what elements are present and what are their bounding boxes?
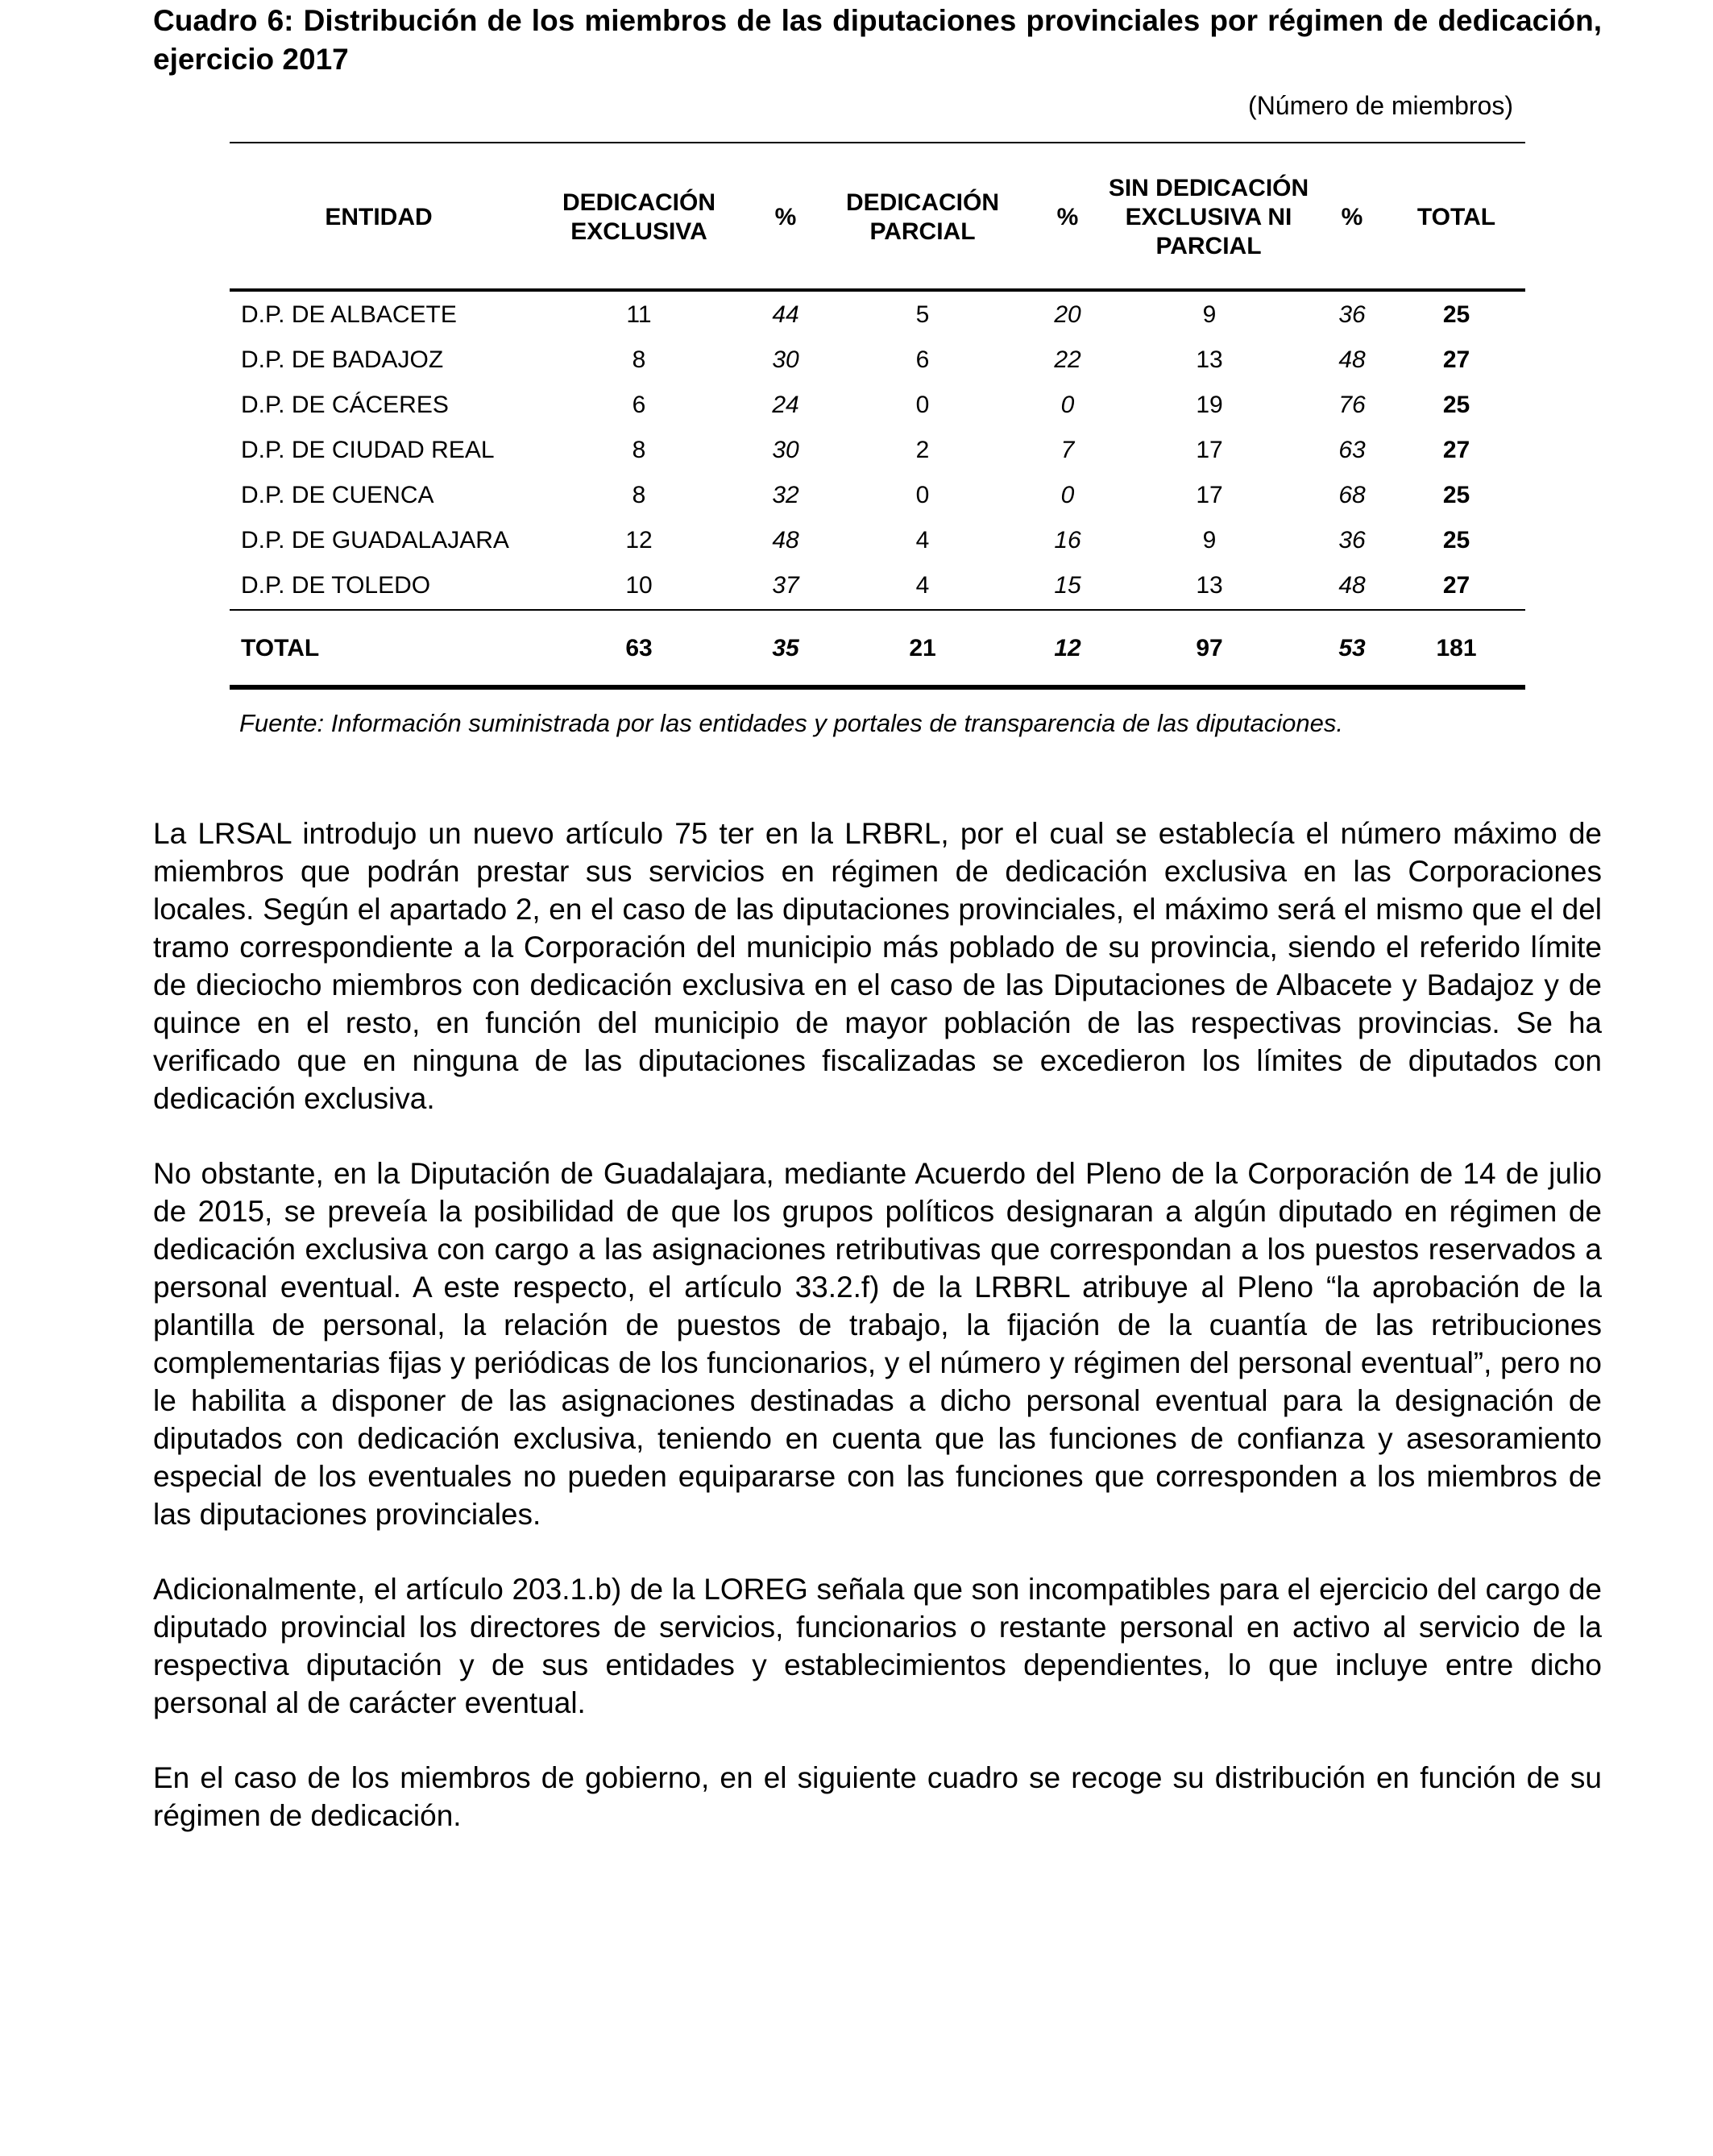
cell-exclusiva-pct: 48 — [772, 527, 799, 554]
cell-total: 25 — [1442, 392, 1470, 418]
cell-sin: 9 — [1202, 527, 1217, 554]
table-top-rule — [230, 142, 1525, 143]
cell-sin: 17 — [1196, 437, 1223, 463]
cell-sin-pct: 36 — [1338, 301, 1366, 328]
total-top-rule — [230, 609, 1525, 611]
cell-exclusiva: 11 — [626, 301, 652, 328]
cell-exclusiva-pct: 30 — [772, 437, 799, 463]
cell-parcial: 0 — [915, 482, 930, 508]
cell-parcial-pct: 0 — [1060, 482, 1075, 508]
cell-sin: 13 — [1196, 346, 1223, 373]
cell-parcial: 2 — [915, 437, 930, 463]
cell-sin: 19 — [1196, 392, 1223, 418]
cell-exclusiva: 6 — [632, 392, 646, 418]
header-entidad: ENTIDAD — [325, 204, 433, 230]
cell-exclusiva-pct: 32 — [772, 482, 799, 508]
cell-sin: 17 — [1196, 482, 1223, 508]
cell-parcial-pct: 15 — [1054, 572, 1081, 599]
header-sin-dedicacion: SIN DEDICACIÓN EXCLUSIVA NI PARCIAL — [1108, 175, 1309, 259]
cell-sin-pct: 48 — [1338, 572, 1366, 599]
cell-exclusiva-pct: 30 — [772, 346, 799, 373]
table-row — [230, 292, 1525, 338]
header-percent-1: % — [774, 204, 797, 230]
cell-sin-pct: 68 — [1338, 482, 1366, 508]
cell-total: 25 — [1442, 482, 1470, 508]
cell-parcial-pct: 22 — [1054, 346, 1081, 373]
paragraph: Adicionalmente, el artículo 203.1.b) de la LOREG señala que son incompatibles para el ejercicio del cargo de diputado provincial los directores de servicios, funcionarios o restante personal en activo al servicio de la respectiva diputación y de sus entidades y establecimientos dependientes, lo que incluye entre dicho personal al de carácter eventual. — [153, 1573, 1602, 1719]
cell-exclusiva-pct: 37 — [772, 572, 799, 599]
source-note: Fuente: Información suministrada por las entidades y portales de transparencia de las diputaciones. — [239, 709, 1343, 737]
unit-label: (Número de miembros) — [1248, 91, 1513, 120]
cell-entidad: D.P. DE ALBACETE — [241, 301, 457, 328]
header-dedicacion-parcial: DEDICACIÓN PARCIAL — [845, 189, 999, 245]
total-parcial: 21 — [909, 635, 936, 661]
paragraph: En el caso de los miembros de gobierno, en el siguiente cuadro se recoge su distribución en función de su régimen de dedicación. — [153, 1761, 1602, 1832]
table-row — [230, 383, 1525, 428]
cell-exclusiva-pct: 44 — [772, 301, 799, 328]
total-label: TOTAL — [241, 635, 320, 661]
table-row — [230, 563, 1525, 608]
cell-entidad: D.P. DE TOLEDO — [241, 572, 431, 599]
cell-total: 27 — [1442, 346, 1470, 373]
cell-total: 27 — [1442, 572, 1470, 599]
cell-parcial-pct: 20 — [1054, 301, 1081, 328]
total-exclusiva-pct: 35 — [772, 635, 799, 661]
header-bottom-rule — [230, 288, 1525, 292]
cell-total: 27 — [1442, 437, 1470, 463]
cell-parcial: 4 — [915, 572, 930, 599]
cell-total: 25 — [1442, 301, 1470, 328]
total-sin: 97 — [1196, 635, 1223, 661]
cell-sin-pct: 48 — [1338, 346, 1366, 373]
total-parcial-pct: 12 — [1054, 635, 1081, 661]
header-percent-3: % — [1341, 204, 1363, 230]
cell-entidad: D.P. DE CUENCA — [241, 482, 434, 508]
table-row — [230, 473, 1525, 518]
table-row — [230, 518, 1525, 563]
total-total: 181 — [1436, 635, 1477, 661]
cell-parcial: 6 — [915, 346, 930, 373]
cell-exclusiva-pct: 24 — [772, 392, 799, 418]
cell-sin-pct: 63 — [1338, 437, 1366, 463]
cell-parcial: 4 — [915, 527, 930, 554]
cell-parcial-pct: 16 — [1054, 527, 1081, 554]
cell-total: 25 — [1442, 527, 1470, 554]
cell-entidad: D.P. DE BADAJOZ — [241, 346, 444, 373]
table-row — [230, 428, 1525, 473]
cell-sin-pct: 76 — [1338, 392, 1366, 418]
cell-exclusiva: 8 — [632, 437, 646, 463]
paragraph: No obstante, en la Diputación de Guadalajara, mediante Acuerdo del Pleno de la Corporación de 14 de julio de 2015, se preveía la posibilidad de que los grupos políticos designaran a algún diputado en régimen de dedicación exclusiva con cargo a las asignaciones retributivas que correspondan a los puestos reservados a personal eventual. A este respecto, el artículo 33.2.f) de la LRBRL atribuye al Pleno “la aprobación de la plantilla de personal, la relación de puestos de trabajo, la fijación de la cuantía de las retribuciones complementarias fijas y periódicas de los funcionarios, y el número y régimen del personal eventual”, pero no le habilita a disponer de las asignaciones destinadas a dicho personal eventual para la designación de diputados con dedicación exclusiva, teniendo en cuenta que las funciones de confianza y asesoramiento especial de los eventuales no pueden equipararse con las funciones que corresponden a los miembros de las diputaciones provinciales. — [153, 1157, 1602, 1531]
cell-parcial-pct: 0 — [1060, 392, 1075, 418]
cell-exclusiva: 12 — [625, 527, 653, 554]
cell-entidad: D.P. DE CÁCERES — [241, 392, 449, 418]
total-exclusiva: 63 — [625, 635, 653, 661]
cell-entidad: D.P. DE CIUDAD REAL — [241, 437, 495, 463]
cell-sin: 13 — [1196, 572, 1223, 599]
cell-parcial-pct: 7 — [1060, 437, 1075, 463]
cell-sin-pct: 36 — [1338, 527, 1366, 554]
total-sin-pct: 53 — [1338, 635, 1366, 661]
header-dedicacion-exclusiva: DEDICACIÓN EXCLUSIVA — [562, 189, 715, 245]
header-total: TOTAL — [1416, 204, 1496, 230]
table-caption: Cuadro 6: Distribución de los miembros de las diputaciones provinciales por régimen de dedicación, ejercicio 2017 — [153, 4, 1602, 76]
table-row — [230, 338, 1525, 383]
cell-parcial: 5 — [915, 301, 930, 328]
paragraph: La LRSAL introdujo un nuevo artículo 75 ter en la LRBRL, por el cual se establecía el número máximo de miembros que podrán prestar sus servicios en régimen de dedicación exclusiva en las Corporaciones locales. Según el apartado 2, en el caso de las diputaciones provinciales, el máximo será el mismo que el del tramo correspondiente a la Corporación del municipio más poblado de su provincia, siendo el referido límite de dieciocho miembros con dedicación exclusiva en el caso de las Diputaciones de Albacete y Badajoz y de quince en el resto, en función del municipio de mayor población de las respectivas provincias. Se ha verificado que en ninguna de las diputaciones fiscalizadas se excedieron los límites de diputados con dedicación exclusiva. — [153, 817, 1602, 1115]
cell-exclusiva: 10 — [625, 572, 653, 599]
total-row — [230, 626, 1525, 671]
cell-entidad: D.P. DE GUADALAJARA — [241, 527, 509, 554]
cell-parcial: 0 — [915, 392, 930, 418]
header-percent-2: % — [1056, 204, 1079, 230]
cell-exclusiva: 8 — [632, 482, 646, 508]
cell-sin: 9 — [1202, 301, 1217, 328]
table-bottom-double-rule — [230, 685, 1525, 690]
cell-exclusiva: 8 — [632, 346, 646, 373]
